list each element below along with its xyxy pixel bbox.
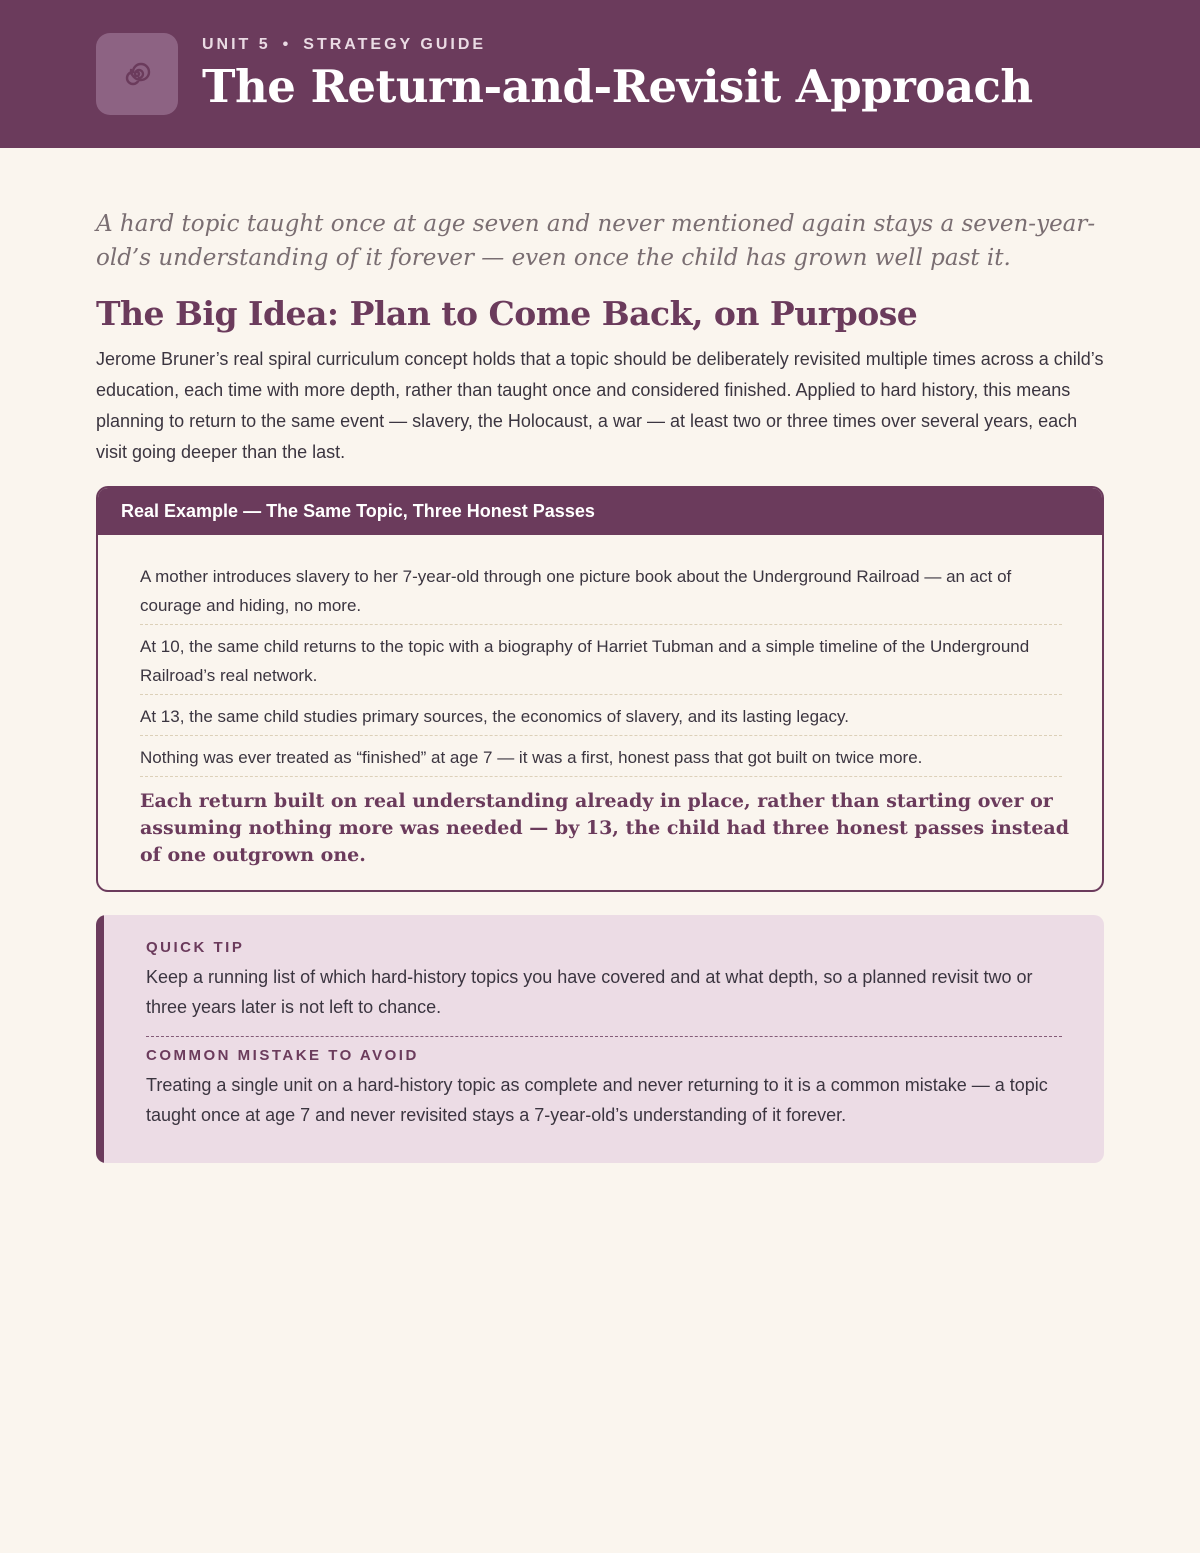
common-mistake-label: COMMON MISTAKE TO AVOID — [146, 1047, 419, 1064]
tips-accent-bar — [96, 915, 104, 1163]
header-eyebrow — [202, 36, 486, 54]
list-item: At 10, the same child returns to the topic with a biography of Harriet Tubman and a simple timeline of the Underground Railroad’s real network. — [140, 632, 1062, 695]
spiral-icon — [120, 57, 154, 91]
quick-tip-label: QUICK TIP — [146, 939, 245, 956]
list-item: Nothing was ever treated as “finished” at age 7 — it was a first, honest pass that got built on twice more. — [140, 743, 1062, 777]
page-header — [0, 0, 1200, 148]
big-idea-heading: The Big Idea: Plan to Come Back, on Purpose — [96, 294, 918, 333]
example-heading: Real Example — The Same Topic, Three Honest Passes — [98, 488, 1102, 535]
common-mistake-text: Treating a single unit on a hard-history topic as complete and never returning to it is a common mistake — a topic taught once at age 7 and never revisited stays a 7-year-old’s understanding of it forever. — [146, 1075, 1048, 1125]
page-title: The Return-and-Revisit Approach — [202, 60, 1033, 113]
tips-content — [146, 939, 1062, 1130]
lede-quote: A hard topic taught once at age seven and never mentioned again stays a seven-year-old’s understanding of it forever — even once the child has grown well past it. — [96, 211, 1096, 271]
quick-tip-text: Keep a running list of which hard-history topics you have covered and at what depth, so a planned revisit two or three years later is not left to chance. — [146, 967, 1033, 1017]
example-card — [96, 486, 1104, 892]
list-item: A mother introduces slavery to her 7-year-old through one picture book about the Underground Railroad — an act of courage and hiding, no more. — [140, 562, 1062, 625]
big-idea-body: Jerome Bruner’s real spiral curriculum concept holds that a topic should be deliberately revisited multiple times across a child’s education, each time with more depth, rather than taught once and considered finished. Applied to hard history, this means planning to return to the same event — slavery, the Holocaust, a war — at least two or three times over several years, each visit going deeper than the last. — [96, 349, 1104, 462]
example-list — [140, 562, 1062, 784]
unit-label: UNIT 5 — [202, 36, 271, 53]
tips-divider — [146, 1036, 1062, 1037]
eyebrow-separator: • — [282, 36, 292, 53]
section-label: STRATEGY GUIDE — [303, 36, 487, 53]
logo-tile — [96, 33, 178, 115]
tips-box — [96, 915, 1104, 1163]
example-conclusion: Each return built on real understanding already in place, rather than starting over or assuming nothing more was needed — by 13, the child had three honest passes instead of one outgrown one. — [140, 790, 1070, 866]
list-item: At 13, the same child studies primary sources, the economics of slavery, and its lasting legacy. — [140, 702, 1062, 736]
